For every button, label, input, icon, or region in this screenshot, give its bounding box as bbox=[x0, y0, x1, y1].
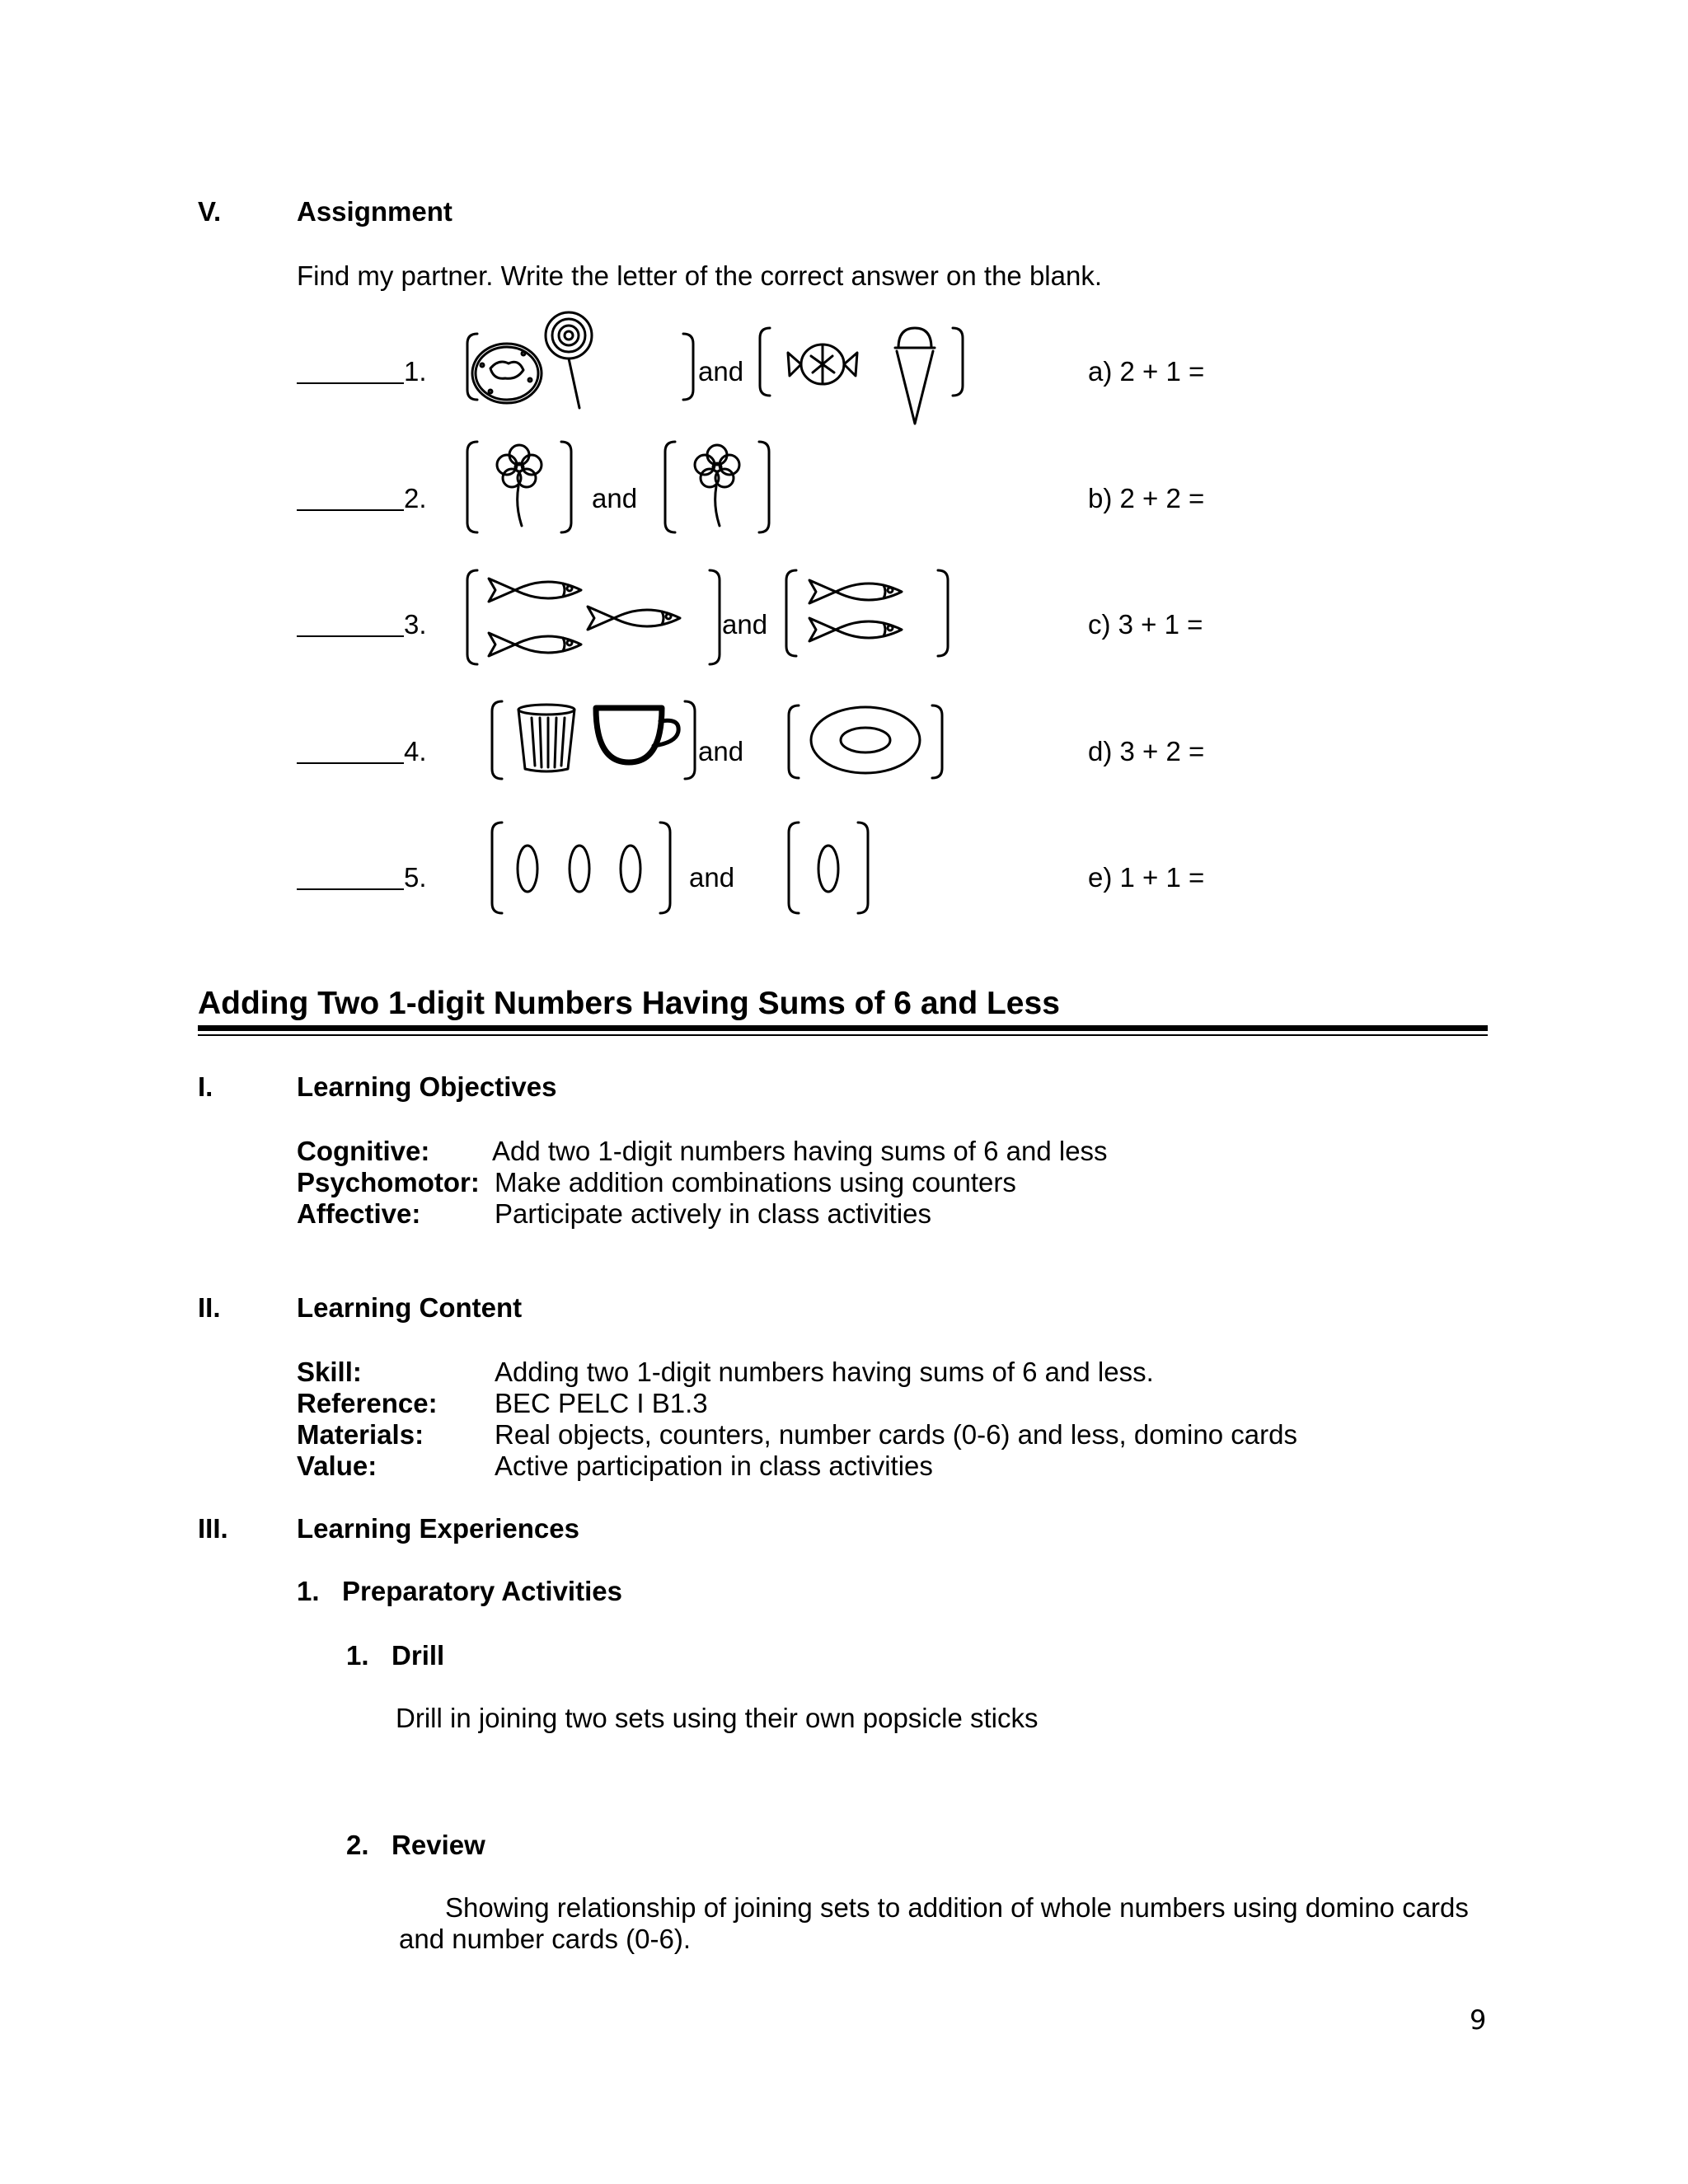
objective-value-affective: Participate actively in class activities bbox=[495, 1198, 932, 1229]
answer-blank-1[interactable] bbox=[297, 354, 404, 384]
review-text-line1: Showing relationship of joining sets to addition of whole numbers using domino cards bbox=[445, 1892, 1469, 1923]
page-number: 9 bbox=[1470, 2004, 1487, 2036]
objective-label-cognitive: Cognitive: bbox=[297, 1136, 430, 1166]
set-two-fish bbox=[785, 565, 950, 664]
answer-choice-e: e) 1 + 1 = bbox=[1088, 862, 1205, 893]
and-label-1: and bbox=[698, 356, 744, 387]
set-two-flowers-a bbox=[466, 437, 573, 540]
answer-choice-c: c) 3 + 1 = bbox=[1088, 609, 1203, 640]
item-number-4: 4. bbox=[404, 736, 427, 766]
section-numeral-i: I. bbox=[198, 1071, 213, 1102]
answer-choice-b: b) 2 + 2 = bbox=[1088, 483, 1205, 513]
item-number-1: 1. bbox=[404, 356, 427, 387]
set-three-ovals bbox=[490, 818, 672, 921]
set-candy-icecream bbox=[758, 323, 964, 426]
and-label-3: and bbox=[722, 609, 768, 640]
set-two-flowers-b bbox=[663, 437, 771, 540]
item-number-3: 3. bbox=[404, 609, 427, 640]
objective-value-psychomotor: Make addition combinations using counters bbox=[495, 1167, 1016, 1197]
section-numeral-ii: II. bbox=[198, 1292, 221, 1323]
drill-text: Drill in joining two sets using their own popsicle sticks bbox=[396, 1703, 1039, 1733]
content-heading: Learning Content bbox=[297, 1292, 523, 1323]
answer-blank-2[interactable] bbox=[297, 481, 404, 511]
objective-label-psychomotor: Psychomotor: bbox=[297, 1167, 480, 1197]
set-glass-cup bbox=[490, 696, 696, 787]
set-plate bbox=[787, 701, 944, 783]
item-number-5: 5. bbox=[404, 862, 427, 893]
answer-blank-3[interactable] bbox=[297, 607, 404, 637]
assignment-heading: Assignment bbox=[297, 196, 452, 227]
answer-choice-d: d) 3 + 2 = bbox=[1088, 736, 1205, 766]
content-value-value: Active participation in class activities bbox=[495, 1451, 933, 1481]
answer-choice-a: a) 2 + 1 = bbox=[1088, 356, 1205, 387]
content-value-skill: Adding two 1-digit numbers having sums of 6 and less. bbox=[495, 1357, 1154, 1387]
review-text-line2: and number cards (0-6). bbox=[399, 1924, 691, 1954]
set-three-fish bbox=[466, 565, 721, 673]
content-label-reference: Reference: bbox=[297, 1388, 438, 1418]
content-value-materials: Real objects, counters, number cards (0-6) and less, domino cards bbox=[495, 1419, 1297, 1450]
title-rule-thick bbox=[198, 1025, 1488, 1031]
answer-blank-4[interactable] bbox=[297, 734, 404, 764]
objectives-heading: Learning Objectives bbox=[297, 1071, 557, 1102]
content-value-reference: BEC PELC I B1.3 bbox=[495, 1388, 708, 1418]
section-numeral-v: V. bbox=[198, 196, 222, 227]
lesson-title: Adding Two 1-digit Numbers Having Sums of 6 and Less bbox=[198, 986, 1060, 1021]
objective-value-cognitive: Add two 1-digit numbers having sums of 6 and less bbox=[492, 1136, 1108, 1166]
and-label-4: and bbox=[698, 736, 744, 766]
set-one-oval bbox=[787, 818, 870, 921]
and-label-2: and bbox=[592, 483, 638, 513]
section-numeral-iii: III. bbox=[198, 1513, 228, 1544]
objective-label-affective: Affective: bbox=[297, 1198, 421, 1229]
review-heading: 2. Review bbox=[346, 1830, 485, 1860]
title-rule-thin bbox=[198, 1034, 1488, 1036]
set-donut-lollipop bbox=[466, 301, 696, 412]
item-number-2: 2. bbox=[404, 483, 427, 513]
content-label-value: Value: bbox=[297, 1451, 377, 1481]
preparatory-activities-heading: 1. Preparatory Activities bbox=[297, 1576, 622, 1606]
content-label-skill: Skill: bbox=[297, 1357, 362, 1387]
drill-heading: 1. Drill bbox=[346, 1640, 445, 1671]
content-label-materials: Materials: bbox=[297, 1419, 424, 1450]
assignment-instruction: Find my partner. Write the letter of the correct answer on the blank. bbox=[297, 260, 1103, 291]
and-label-5: and bbox=[689, 862, 735, 893]
answer-blank-5[interactable] bbox=[297, 860, 404, 890]
experiences-heading: Learning Experiences bbox=[297, 1513, 579, 1544]
